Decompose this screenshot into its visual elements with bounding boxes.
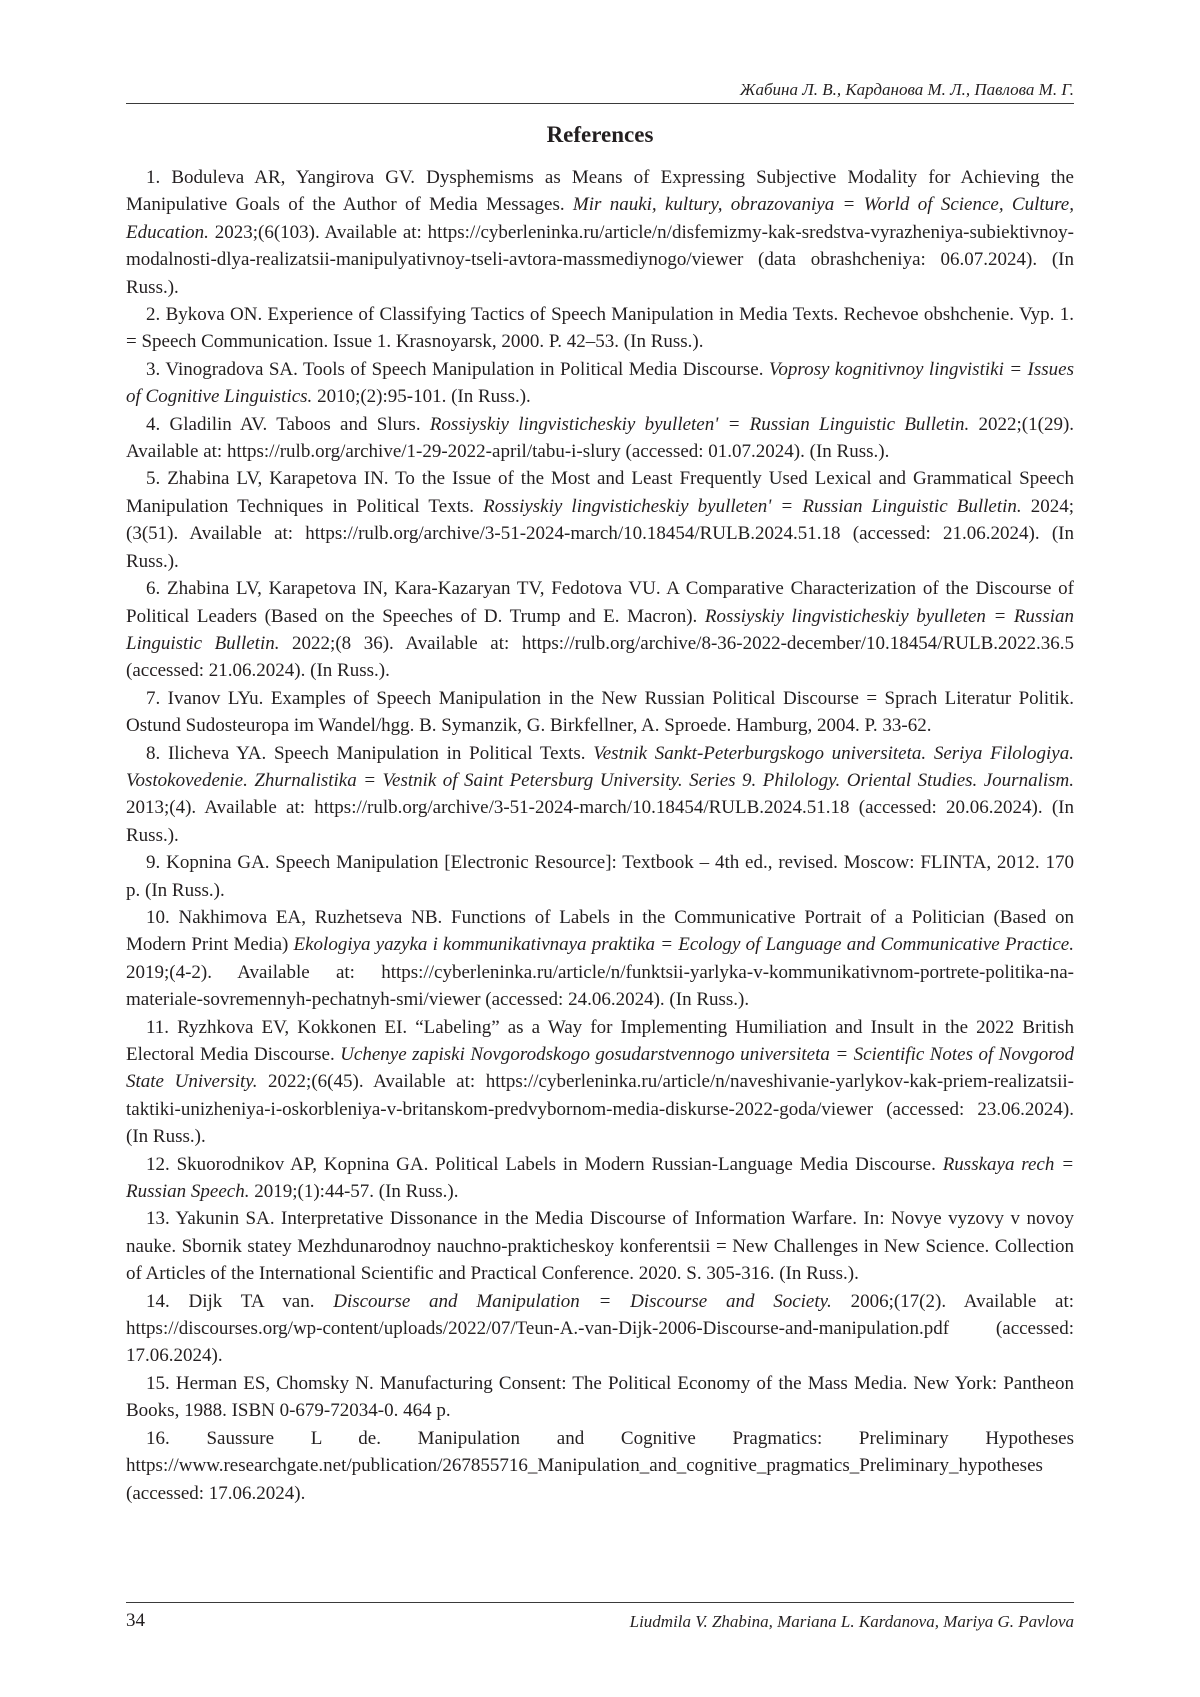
reference-item (126, 1205, 1074, 1287)
reference-item (126, 356, 1074, 411)
reference-text: Dijk TA van. (188, 1290, 334, 1312)
reference-item (126, 849, 1074, 904)
reference-source: Uchenye zapiski Novgorodskogo gosudarstvennogo universiteta = Scientific Notes of Novgorod State University. (126, 1044, 1074, 1093)
reference-number: 16. (146, 1427, 170, 1449)
reference-item (126, 904, 1074, 1014)
reference-text: Ilicheva YA. Speech Manipulation in Political Texts. (167, 742, 594, 764)
reference-details: 2006;(17(2). Available at: https://discourses.org/wp-content/uploads/2022/07/Teun-A.-van-Dijk-2006-Discourse-and-manipulation.pdf (accessed: 17.06.2024). (126, 1290, 1075, 1367)
reference-number: 12. (146, 1153, 170, 1175)
reference-source: Rossiyskiy lingvisticheskiy byulleten' = Russian Linguistic Bulletin. (429, 413, 970, 435)
reference-text: Skuorodnikov AP, Kopnina GA. Political Labels in Modern Russian-Language Media Discourse. (176, 1153, 943, 1175)
reference-number: 7. (146, 687, 161, 709)
reference-item (126, 164, 1074, 301)
reference-item (126, 685, 1074, 740)
reference-details: 2010;(2):95-101. (In Russ.). (312, 386, 531, 408)
reference-list (126, 164, 1074, 1507)
reference-item (126, 1288, 1074, 1370)
reference-text: Boduleva AR, Yangirova GV. Dysphemisms as Means of Expressing Subjective Modality for Achieving the Manipulative Goals of the Author of Media Messages. (126, 167, 1074, 216)
reference-number: 5. (146, 468, 161, 490)
reference-text: Nakhimova EA, Ruzhetseva NB. Functions of Labels in the Communicative Portrait of a Politician (Based on Modern Print Media) (126, 906, 1074, 956)
reference-source: Ekologiya yazyka i kommunikativnaya praktika = Ecology of Language and Communicative Practice. (293, 934, 1074, 956)
reference-text: Ryzhkova EV, Kokkonen EI. “Labeling” as a Way for Implementing Humiliation and Insult in the 2022 British Electoral Media Discourse. (126, 1016, 1074, 1065)
reference-item (126, 1014, 1074, 1151)
reference-details: 2022;(6(45). Available at: https://cyberleninka.ru/article/n/naveshivanie-yarlykov-kak-priem-realizatsii-taktiki-unizheniya-i-oskorbleniya-v-britanskom-predvybornom-media-diskurse-2022-goda/viewer (accessed: 23.06.2024). (In Russ.). (126, 1071, 1075, 1148)
reference-number: 3. (146, 358, 161, 380)
section-title: References (546, 122, 654, 147)
reference-number: 6. (146, 578, 161, 600)
reference-text: Herman ES, Chomsky N. Manufacturing Consent: The Political Economy of the Mass Media. New York: Pantheon Books, 1988. ISBN 0-679-72034-0. 464 p. (126, 1372, 1074, 1422)
reference-item (126, 575, 1074, 685)
reference-number: 9. (146, 852, 161, 874)
running-foot: Liudmila V. Zhabina, Mariana L. Kardanova, Mariya G. Pavlova (629, 1612, 1074, 1631)
reference-source: Discourse and Manipulation = Discourse and Society. (333, 1290, 832, 1312)
reference-details: 2022;(1(29). Available at: https://rulb.org/archive/1-29-2022-april/tabu-i-slury (accessed: 01.07.2024). (In Russ.). (126, 413, 1075, 463)
reference-source: Rossiyskiy lingvisticheskiy byulleten' = Russian Linguistic Bulletin. (483, 495, 1022, 517)
reference-number: 11. (146, 1016, 170, 1038)
reference-details: 2019;(1):44-57. (In Russ.). (249, 1181, 459, 1203)
running-head: Жабина Л. В., Карданова М. Л., Павлова М. Г. (739, 80, 1074, 99)
reference-number: 2. (146, 304, 161, 326)
reference-text: Vinogradova SA. Tools of Speech Manipulation in Political Media Discourse. (165, 358, 769, 380)
page-number: 34 (126, 1610, 145, 1631)
header-rule (126, 103, 1074, 104)
reference-item (126, 411, 1074, 466)
reference-source: Rossiyskiy lingvisticheskiy byulleten = Russian Linguistic Bulletin. (126, 605, 1074, 654)
reference-details: 2013;(4). Available at: https://rulb.org/archive/3-51-2024-march/10.18454/RULB.2024.51.18 (accessed: 20.06.2024). (In Russ.). (126, 797, 1074, 846)
reference-item (126, 740, 1074, 850)
reference-text: Bykova ON. Experience of Classifying Tactics of Speech Manipulation in Media Texts. Rechevoe obshchenie. Vyp. 1. = Speech Communication. Issue 1. Krasnoyarsk, 2000. P. 42–53. (In Russ.). (126, 304, 1074, 353)
reference-number: 14. (146, 1290, 170, 1312)
reference-text: Ivanov LYu. Examples of Speech Manipulation in the New Russian Political Discourse = Sprach Literatur Politik. Ostund Sudosteuropa im Wandel/hgg. B. Symanzik, G. Birkfellner, A. Sproede. Hamburg, 2004. P. 33-62. (126, 687, 1074, 737)
reference-number: 10. (146, 906, 170, 928)
reference-number: 4. (146, 413, 161, 435)
reference-text: Zhabina LV, Karapetova IN, Kara-Kazaryan TV, Fedotova VU. A Comparative Characterization of the Discourse of Political Leaders (Based on the Speeches of D. Trump and E. Macron). (126, 578, 1074, 627)
reference-item (126, 1151, 1074, 1206)
reference-source: Russkaya rech = Russian Speech. (126, 1153, 1075, 1203)
reference-details: 2023;(6(103). Available at: https://cyberleninka.ru/article/n/disfemizmy-kak-sredstva-vyrazheniya-subiektivnoy-modalnosti-dlya-realizatsii-manipulyativnoy-tseli-avtora-massmediynogo/viewer (data obrashcheniya: 06.07.2024). (In Russ.). (126, 221, 1074, 298)
reference-text: Zhabina LV, Karapetova IN. To the Issue of the Most and Least Frequently Used Lexical and Grammatical Speech Manipulation Techniques in Political Texts. (126, 468, 1074, 517)
reference-text: Yakunin SA. Interpretative Dissonance in the Media Discourse of Information Warfare. In: Novye vyzovy v novoy nauke. Sbornik statey Mezhdunarodnoy nauchno-prakticheskoy konferentsii = New Challenges in New Science. Collection of Articles of the International Scientific and Practical Conference. 2020. S. 305-316. (In Russ.). (126, 1208, 1075, 1285)
reference-item (126, 1425, 1074, 1507)
reference-source: Mir nauki, kultury, obrazovaniya = World of Science, Culture, Education. (126, 194, 1074, 243)
reference-source: Voprosy kognitivnoy lingvistiki = Issues of Cognitive Linguistics. (126, 358, 1074, 408)
reference-item (126, 465, 1074, 575)
reference-text: Saussure L de. Manipulation and Cognitive Pragmatics: Preliminary Hypotheses https://www.researchgate.net/publication/267855716_Manipulation_and_cognitive_pragmatics_Preliminary_hypotheses (accessed: 17.06.2024). (126, 1427, 1074, 1504)
reference-item (126, 301, 1074, 356)
reference-number: 1. (146, 167, 161, 188)
reference-details: 2019;(4-2). Available at: https://cyberleninka.ru/article/n/funktsii-yarlyka-v-kommunikativnom-portrete-politika-na-materiale-sovremennyh-pechatnyh-smi/viewer (accessed: 24.06.2024). (In Russ.). (126, 961, 1074, 1011)
reference-text: Kopnina GA. Speech Manipulation [Electronic Resource]: Textbook – 4th ed., revised. Moscow: FLINTA, 2012. 170 p. (In Russ.). (126, 852, 1075, 901)
reference-item (126, 1370, 1074, 1425)
reference-text: Gladilin AV. Taboos and Slurs. (169, 413, 430, 435)
reference-number: 15. (146, 1372, 170, 1394)
reference-number: 8. (146, 742, 161, 764)
reference-details: 2022;(8 36). Available at: https://rulb.org/archive/8-36-2022-december/10.18454/RULB.2022.36.5 (accessed: 21.06.2024). (In Russ.). (126, 632, 1074, 682)
reference-number: 13. (146, 1208, 170, 1230)
reference-details: 2024;(3(51). Available at: https://rulb.org/archive/3-51-2024-march/10.18454/RULB.2024.51.18 (accessed: 21.06.2024). (In Russ.). (126, 495, 1074, 572)
footer-rule (126, 1602, 1074, 1603)
reference-source: Vestnik Sankt-Peterburgskogo universiteta. Seriya Filologiya. Vostokovedenie. Zhurnalistika = Vestnik of Saint Petersburg University. Series 9. Philology. Oriental Studies. Journalism. (126, 742, 1074, 791)
